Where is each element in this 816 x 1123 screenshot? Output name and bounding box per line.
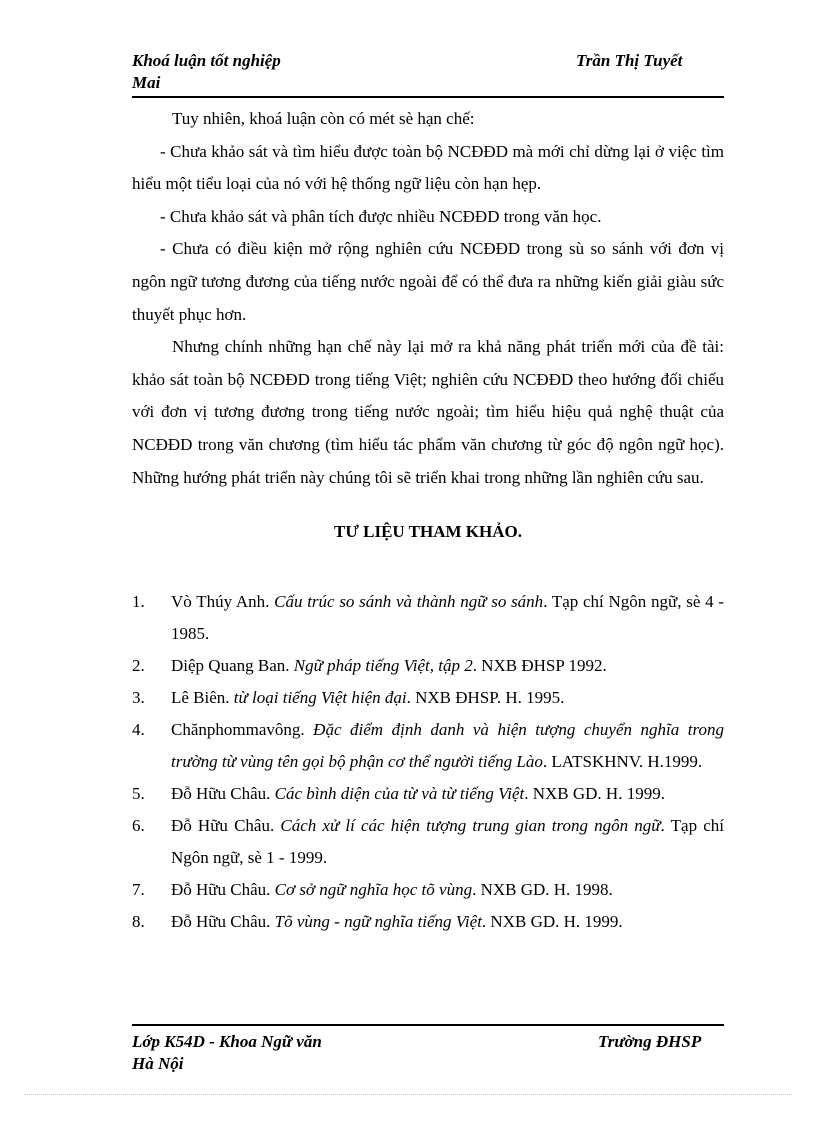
header-rule (132, 96, 724, 98)
reference-number: 1. (132, 592, 145, 611)
reference-number: 6. (132, 816, 145, 835)
reference-item (132, 906, 724, 938)
footer-rule (132, 1024, 724, 1026)
reference-author: Diệp Quang Ban. (171, 656, 294, 675)
paragraph: - Chưa khảo sát và tìm hiểu được toàn bộ NCĐĐD mà mới chỉ dừng lại ở việc tìm hiểu một tiểu loại của nó với hệ thống ngữ liệu còn hạn hẹp. (132, 141, 724, 194)
reference-item (132, 778, 724, 810)
footer-class: Lớp K54D - Khoa Ngữ văn (132, 1032, 322, 1051)
reference-title: Đặc điểm định danh và hiện tượng chuyển nghĩa trong trường từ vùng tên gọi bộ phận cơ thể người tiếng Lào (171, 720, 724, 771)
header-author-continuation: Mai (132, 73, 161, 92)
reference-author: Chănphommavông. (171, 720, 314, 739)
reference-title: Ngữ pháp tiếng Việt, tập 2 (293, 656, 473, 675)
reference-list (132, 586, 724, 938)
reference-item (132, 586, 724, 650)
reference-title: Cơ sở ngữ nghĩa học tõ vùng (274, 880, 473, 899)
reference-item (132, 714, 724, 778)
reference-number: 4. (132, 720, 145, 739)
reference-title: Cách xử lí các hiện tượng trung gian trong ngôn ngữ (280, 816, 661, 835)
references-heading: TƯ LIỆU THAM KHẢO. (334, 522, 522, 541)
body-text (132, 103, 724, 494)
reference-details: . LATSKHNV. H.1999. (542, 752, 703, 771)
reference-title: Tõ vùng - ngữ nghĩa tiếng Việt (274, 912, 482, 931)
paragraph: Nhưng chính những hạn chế này lại mở ra khả năng phát triển mới của đề tài: khảo sát toàn bộ NCĐĐD trong tiếng Việt; nghiên cứu NCĐĐD theo hướng đối chiếu với đơn vị tương đương trong tiếng nước ngoài; tìm hiểu hiệu quả nghệ thuật của NCĐĐD trong văn chương (tìm hiểu tác phẩm văn chương từ góc độ ngôn ngữ học). Những hướng phát triển này chúng tôi sẽ triển khai trong những lần nghiên cứu sau. (132, 337, 724, 487)
reference-number: 8. (132, 912, 145, 931)
footer-school: Trường ĐHSP (598, 1032, 702, 1051)
reference-details: . NXB ĐHSP. H. 1995. (406, 688, 565, 707)
paragraph: - Chưa có điều kiện mở rộng nghiên cứu NCĐĐD trong sù so sánh với đơn vị ngôn ngữ tương đương của tiếng nước ngoài để có thể đưa ra những kiến giải giàu sức thuyết phục hơn. (132, 239, 724, 324)
header-author: Trần Thị Tuyết (576, 51, 683, 70)
header-title: Khoá luận tốt nghiệp (132, 51, 281, 70)
reference-details: . Tạp chí Ngôn ngữ, sè 1 - 1999. (171, 816, 724, 867)
reference-item (132, 874, 724, 906)
reference-number: 2. (132, 656, 145, 675)
reference-title: Các bình diện của từ và từ tiếng Việt (274, 784, 525, 803)
reference-author: Lê Biên. (171, 688, 234, 707)
reference-details: . Tạp chí Ngôn ngữ, sè 4 - 1985. (171, 592, 724, 643)
reference-author: Đỗ Hữu Châu. (171, 784, 275, 803)
reference-author: Đỗ Hữu Châu. (171, 880, 275, 899)
reference-details: . NXB GD. H. 1999. (481, 912, 623, 931)
reference-number: 7. (132, 880, 145, 899)
reference-author: Đỗ Hữu Châu. (171, 912, 275, 931)
paragraph: Tuy nhiên, khoá luận còn có mét sè hạn chế: (172, 109, 475, 128)
reference-author: Đỗ Hữu Châu. (171, 816, 281, 835)
reference-author: Vò Thúy Anh. (171, 592, 275, 611)
reference-details: . NXB GD. H. 1998. (472, 880, 613, 899)
reference-details: . NXB GD. H. 1999. (524, 784, 665, 803)
reference-item (132, 650, 724, 682)
reference-title: từ loại tiếng Việt hiện đại (233, 688, 407, 707)
reference-details: . NXB ĐHSP 1992. (472, 656, 607, 675)
paragraph: - Chưa khảo sát và phân tích được nhiều NCĐĐD trong văn học. (160, 206, 602, 226)
page-bottom-divider (24, 1094, 792, 1095)
reference-item (132, 682, 724, 714)
reference-title: Cấu trúc so sánh và thành ngữ so sánh (274, 592, 544, 611)
reference-number: 3. (132, 688, 145, 707)
reference-number: 5. (132, 784, 145, 803)
footer-school-continuation: Hà Nội (132, 1054, 184, 1073)
reference-item (132, 810, 724, 874)
